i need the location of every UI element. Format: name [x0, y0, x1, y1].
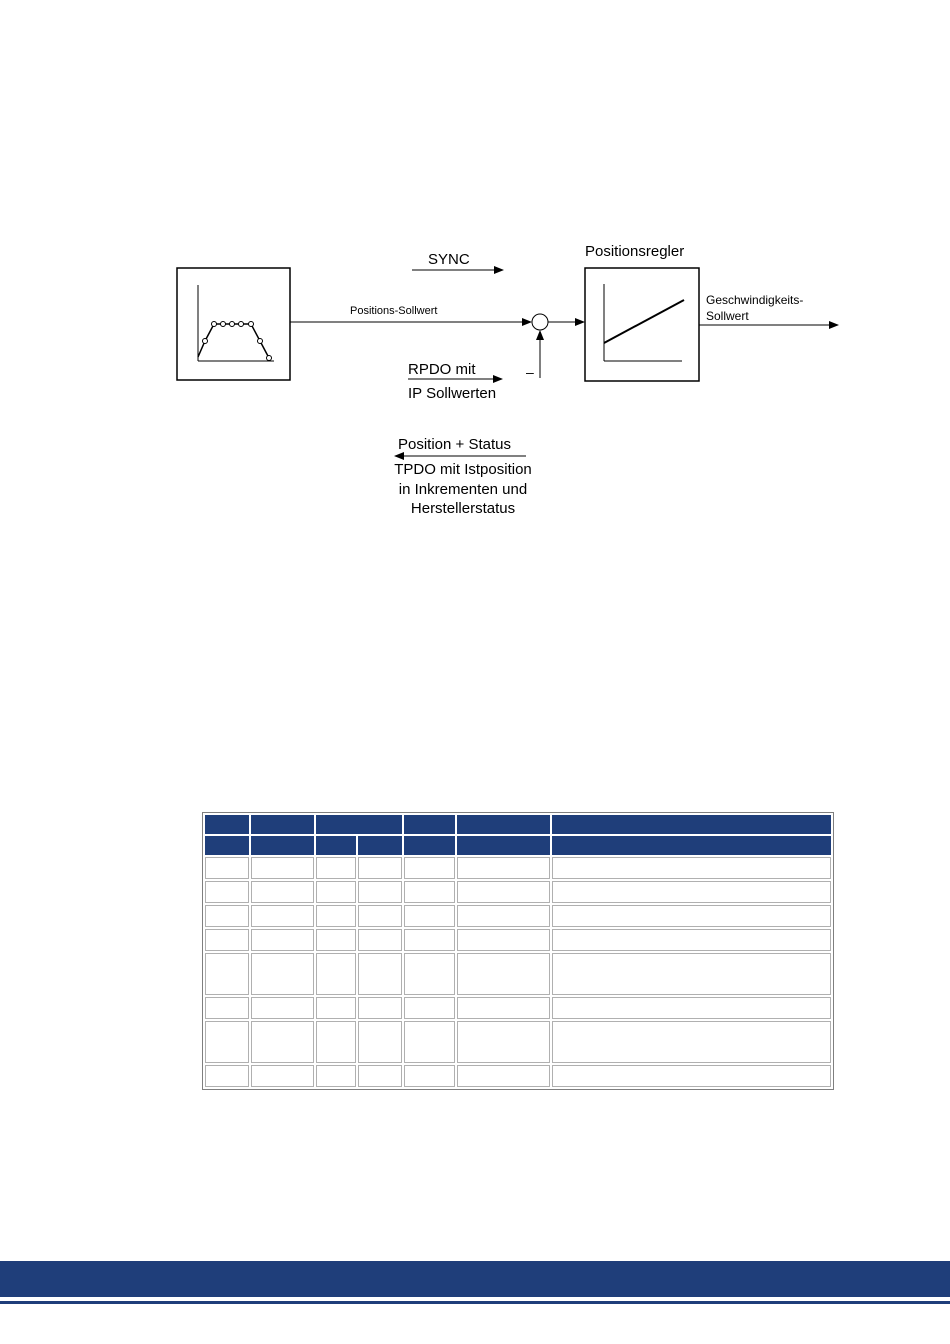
table-cell	[552, 905, 831, 927]
table-cell	[404, 953, 455, 995]
header-cell	[205, 815, 249, 834]
table-cell	[205, 997, 249, 1019]
table-cell	[404, 929, 455, 951]
header-cell	[316, 836, 356, 855]
header-cell	[552, 815, 831, 834]
table-cell	[205, 857, 249, 879]
table-cell	[205, 953, 249, 995]
table-cell	[358, 953, 402, 995]
table-cell	[404, 857, 455, 879]
table-cell	[205, 905, 249, 927]
table-cell	[358, 1065, 402, 1087]
table-cell	[358, 857, 402, 879]
table-cell	[552, 997, 831, 1019]
table-cell	[316, 905, 356, 927]
table-row	[205, 929, 831, 951]
data-table	[202, 812, 834, 1090]
header-cell	[251, 815, 314, 834]
table-cell	[404, 905, 455, 927]
tpdo-label-line1: TPDO mit Istposition	[394, 461, 532, 478]
table-cell	[457, 1065, 550, 1087]
table-body	[205, 857, 831, 1087]
table-row	[205, 1065, 831, 1087]
position-controller-block	[585, 268, 699, 381]
header-cell	[404, 836, 455, 855]
table-cell	[552, 929, 831, 951]
table-cell	[358, 905, 402, 927]
table-cell	[457, 905, 550, 927]
minus-sign: –	[526, 364, 534, 380]
table-row	[205, 997, 831, 1019]
table-cell	[251, 1021, 314, 1063]
setpoint-label: Positions-Sollwert	[350, 305, 438, 317]
table-cell	[251, 1065, 314, 1087]
table-cell	[205, 881, 249, 903]
feedback-label: Position + Status	[398, 436, 511, 453]
table-cell	[404, 997, 455, 1019]
table-cell	[251, 857, 314, 879]
control-loop-diagram	[0, 0, 950, 540]
controller-title: Positionsregler	[585, 243, 685, 260]
sync-label: SYNC	[428, 251, 470, 268]
table-cell	[316, 857, 356, 879]
summing-junction	[532, 314, 548, 330]
table-cell	[404, 1065, 455, 1087]
footer-rule	[0, 1301, 950, 1304]
table-cell	[457, 953, 550, 995]
table-cell	[251, 953, 314, 995]
header-cell	[251, 836, 314, 855]
table-cell	[316, 1065, 356, 1087]
table-cell	[552, 881, 831, 903]
profile-generator-block	[177, 268, 290, 380]
output-label-line2: Sollwert	[706, 309, 749, 323]
table-cell	[205, 929, 249, 951]
table-cell	[457, 881, 550, 903]
table-cell	[457, 929, 550, 951]
header-cell	[404, 815, 455, 834]
header-cell	[205, 836, 249, 855]
table-cell	[457, 857, 550, 879]
header-cell	[552, 836, 831, 855]
rpdo-label-line1: RPDO mit	[408, 361, 476, 378]
table-row	[205, 881, 831, 903]
output-label-line1: Geschwindigkeits-	[706, 293, 804, 307]
table-cell	[552, 953, 831, 995]
table-cell	[316, 1021, 356, 1063]
table-cell	[205, 1065, 249, 1087]
header-cell	[457, 836, 550, 855]
tpdo-label-line3: Herstellerstatus	[410, 500, 516, 517]
table-cell	[358, 1021, 402, 1063]
tpdo-label-line2: in Inkrementen und	[398, 481, 528, 498]
table-cell	[457, 997, 550, 1019]
rpdo-label-line2: IP Sollwerten	[408, 385, 497, 402]
table-cell	[457, 1021, 550, 1063]
table-cell	[251, 929, 314, 951]
header-cell	[358, 836, 402, 855]
table-row	[205, 905, 831, 927]
table-cell	[404, 881, 455, 903]
table-cell	[316, 997, 356, 1019]
table-cell	[251, 905, 314, 927]
table-cell	[552, 857, 831, 879]
table-header-row	[205, 815, 831, 834]
table-cell	[205, 1021, 249, 1063]
table-cell	[552, 1021, 831, 1063]
table-cell	[358, 997, 402, 1019]
table-row	[205, 1021, 831, 1063]
table-subheader-row	[205, 836, 831, 855]
table-cell	[316, 881, 356, 903]
footer-band	[0, 1261, 950, 1297]
table-cell	[404, 1021, 455, 1063]
table-cell	[251, 881, 314, 903]
table-row	[205, 857, 831, 879]
table-cell	[251, 997, 314, 1019]
table-cell	[552, 1065, 831, 1087]
table-cell	[358, 881, 402, 903]
table-row	[205, 953, 831, 995]
header-cell	[457, 815, 550, 834]
table-cell	[316, 953, 356, 995]
table-cell	[358, 929, 402, 951]
table-cell	[316, 929, 356, 951]
header-cell	[316, 815, 402, 834]
